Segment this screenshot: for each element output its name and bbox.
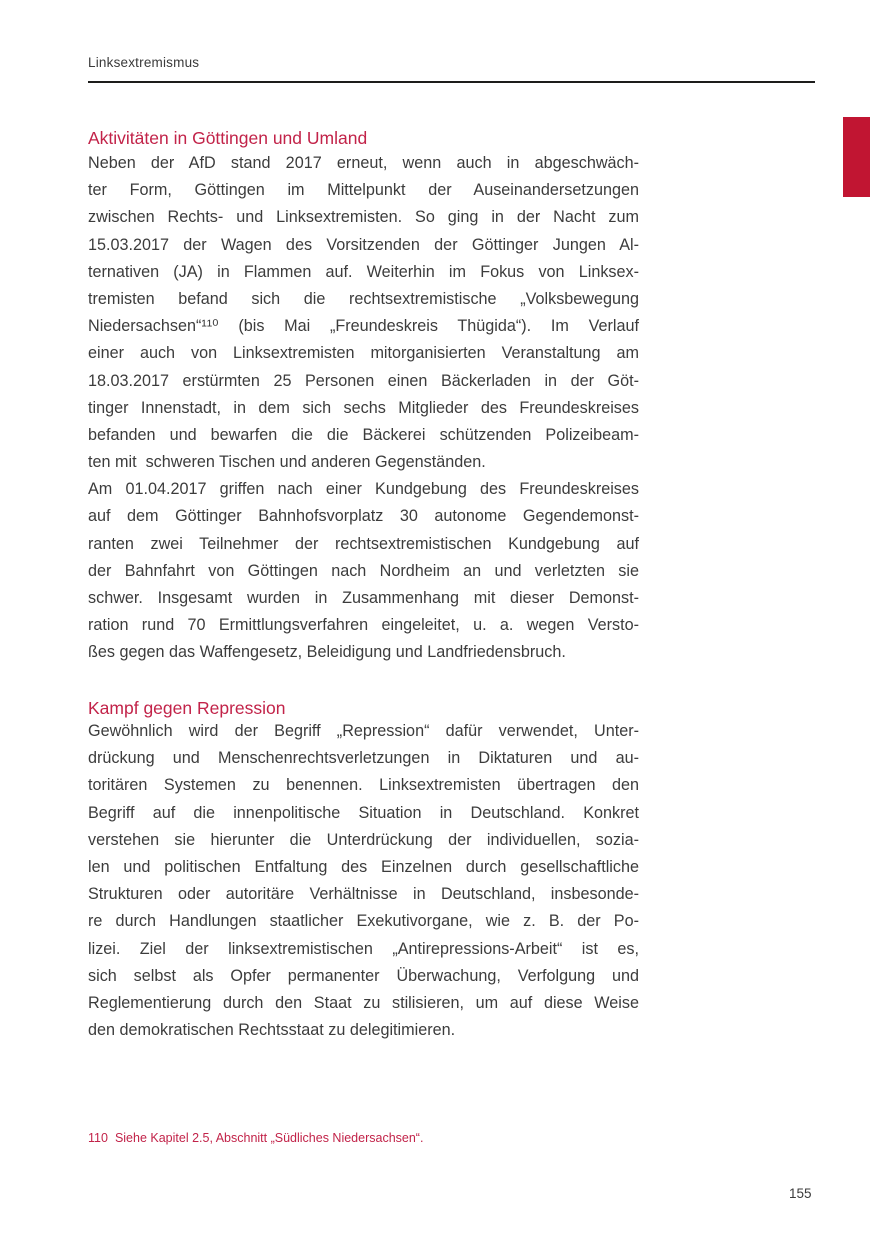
text-line: Am 01.04.2017 griffen nach einer Kundgebung des Freundeskreises <box>88 480 639 499</box>
text-line: Strukturen oder autoritäre Verhältnisse in Deutschland, insbesonde- <box>88 885 639 904</box>
text-line: Gewöhnlich wird der Begriff „Repression“ dafür verwendet, Unter- <box>88 722 639 740</box>
text-line: den demokratischen Rechtsstaat zu delegitimieren. <box>88 1021 456 1040</box>
text-line: ter Form, Göttingen im Mittelpunkt der Auseinandersetzungen <box>88 181 639 200</box>
text-line: ternativen (JA) in Flammen auf. Weiterhin im Fokus von Linksex- <box>88 262 639 281</box>
text-line: einer auch von Linksextremisten mitorganisierten Veranstaltung am <box>88 344 639 363</box>
text-line: ßes gegen das Waffengesetz, Beleidigung und Landfriedensbruch. <box>88 643 566 662</box>
text-line: Niedersachsen“¹¹⁰ (bis Mai „Freundeskreis Thügida“). Im Verlauf <box>88 317 639 336</box>
text-line: schwer. Insgesamt wurden in Zusammenhang mit dieser Demonst- <box>88 589 639 607</box>
text-line: Begriff auf die innenpolitische Situation in Deutschland. Konkret <box>88 803 639 822</box>
text-line: 15.03.2017 der Wagen des Vorsitzenden der Göttinger Jungen Al- <box>88 235 639 254</box>
text-line: sich selbst als Opfer permanenter Überwachung, Verfolgung und <box>88 966 639 985</box>
header-rule <box>88 81 815 83</box>
chapter-tab-marker <box>843 117 870 197</box>
text-line: lizei. Ziel der linksextremistischen „Antirepressions-Arbeit“ ist es, <box>88 939 639 958</box>
page-number: 155 <box>789 1186 812 1201</box>
section-heading-goettingen: Aktivitäten in Göttingen und Umland <box>88 128 368 148</box>
text-line: re durch Handlungen staatlicher Exekutivorgane, wie z. B. der Po- <box>88 912 639 931</box>
text-line: ration rund 70 Ermittlungsverfahren eingeleitet, u. a. wegen Versto- <box>88 616 639 635</box>
text-line: tinger Innenstadt, in dem sich sechs Mitglieder des Freundeskreises <box>88 398 639 417</box>
text-line: Neben der AfD stand 2017 erneut, wenn auch in abgeschwäch- <box>88 154 639 172</box>
text-line: auf dem Göttinger Bahnhofsvorplatz 30 autonome Gegendemonst- <box>88 507 639 526</box>
text-line: zwischen Rechts- und Linksextremisten. So ging in der Nacht zum <box>88 208 639 227</box>
section-body-goettingen <box>88 150 639 667</box>
text-line: ten mit schweren Tischen und anderen Gegenständen. <box>88 453 486 472</box>
text-line: ranten zwei Teilnehmer der rechtsextremistischen Kundgebung auf <box>88 534 639 553</box>
text-line: tremisten befand sich die rechtsextremistische „Volksbewegung <box>88 289 639 308</box>
footnote-number: 110 <box>88 1131 108 1145</box>
footnote <box>88 1131 423 1145</box>
text-line: drückung und Menschenrechtsverletzungen in Diktaturen und au- <box>88 749 639 768</box>
section-body-repression <box>88 718 639 1044</box>
text-line: 18.03.2017 erstürmten 25 Personen einen Bäckerladen in der Göt- <box>88 371 639 390</box>
text-line: befanden und bewarfen die die Bäckerei schützenden Polizeibeam- <box>88 425 639 444</box>
running-header: Linksextremismus <box>88 55 200 70</box>
text-line: Reglementierung durch den Staat zu stilisieren, um auf diese Weise <box>88 993 639 1012</box>
text-line: len und politischen Entfaltung des Einzelnen durch gesellschaftliche <box>88 857 639 876</box>
section-heading-repression: Kampf gegen Repression <box>88 698 286 718</box>
text-line: der Bahnfahrt von Göttingen nach Nordheim an und verletzten sie <box>88 561 639 580</box>
footnote-text: Siehe Kapitel 2.5, Abschnitt „Südliches Niedersachsen“. <box>114 1131 424 1145</box>
text-line: toritären Systemen zu benennen. Linksextremisten übertragen den <box>88 776 639 795</box>
text-line: verstehen sie hierunter die Unterdrückung der individuellen, sozia- <box>88 830 639 849</box>
